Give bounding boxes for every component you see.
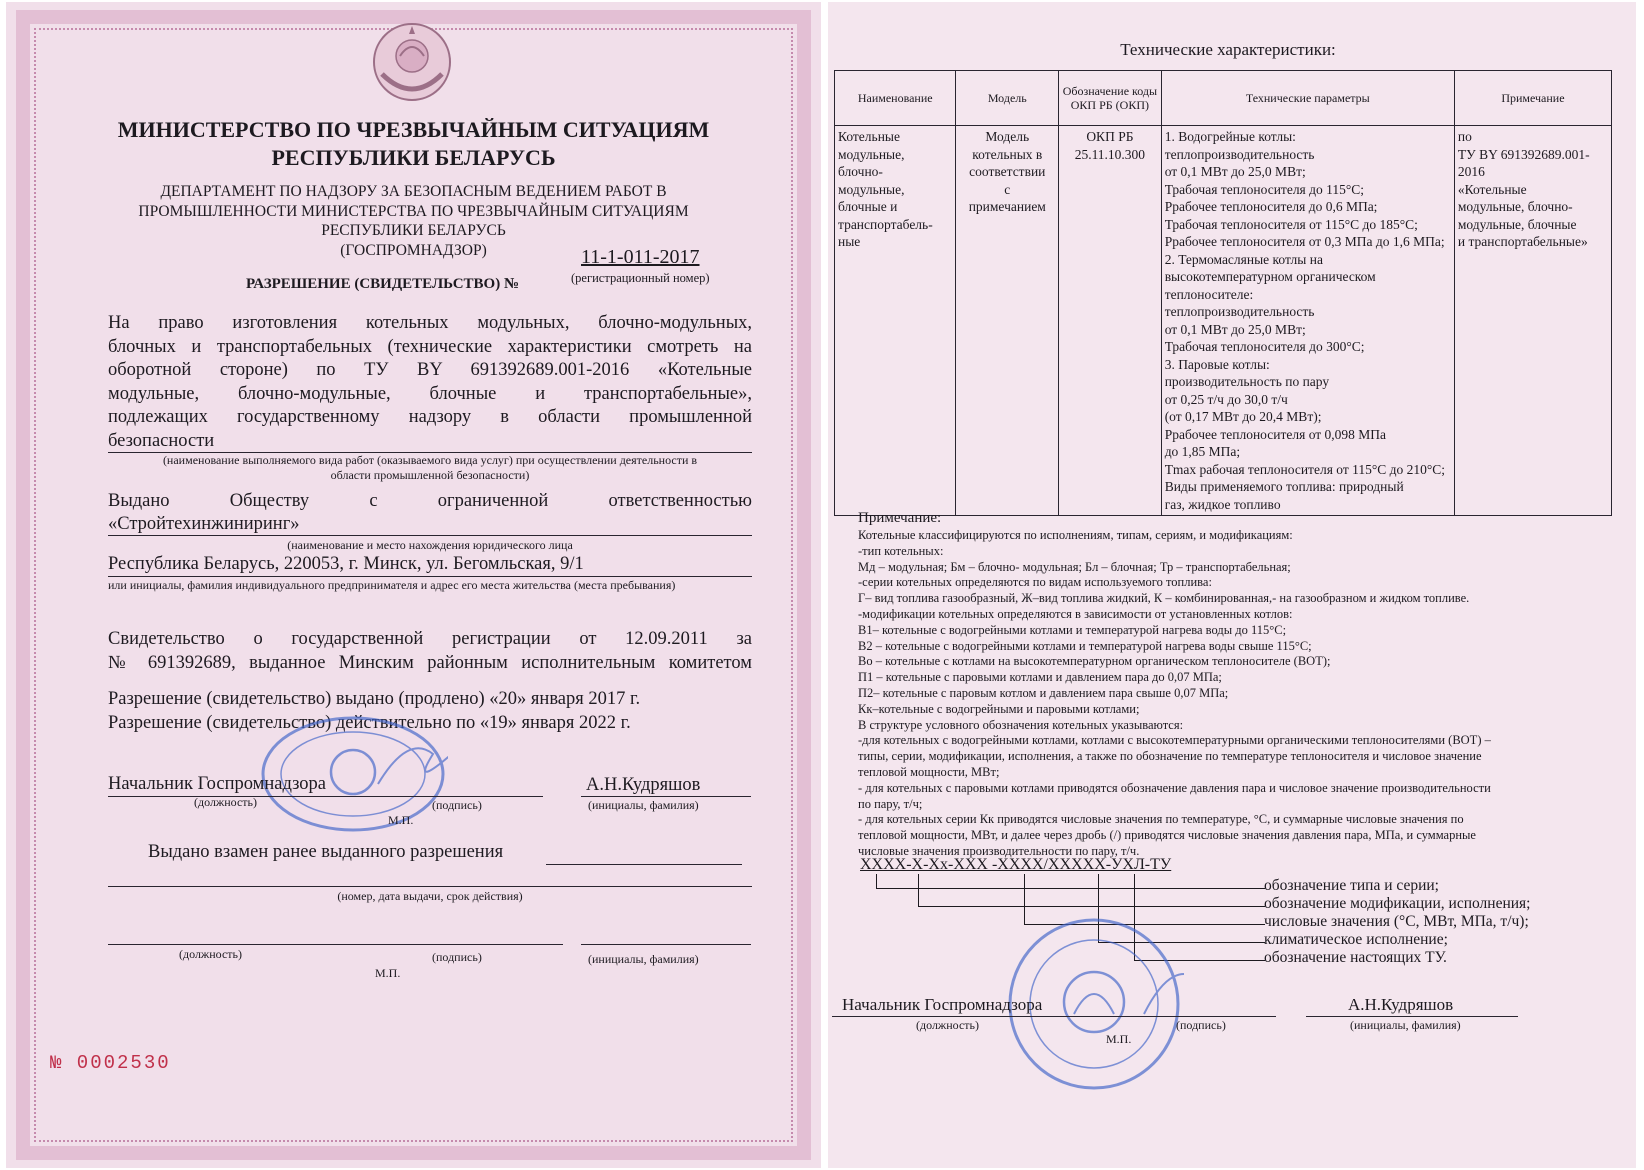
cell-line: ОКП РБ: [1086, 129, 1134, 144]
cell-line: модульные,: [838, 146, 905, 162]
note-line: тепловой мощности, МВт;: [858, 764, 1000, 779]
param-line: высокотемпературном органическом: [1164, 269, 1376, 284]
note-line: В2 – котельные с водогрейными котлами и температурой нагрева воды свыше 115°С;: [858, 638, 1312, 653]
param-line: от 0,1 МВт до 25,0 МВт;: [1164, 164, 1306, 179]
ministry-title-line: РЕСПУБЛИКИ БЕЛАРУСЬ: [271, 145, 556, 170]
param-line: от 0,25 т/ч до 30,0 т/ч: [1164, 391, 1288, 407]
column-header: Наименование: [835, 71, 956, 126]
legend-item: обозначение настоящих ТУ.: [1264, 949, 1447, 966]
param-line: производительность по пару: [1164, 374, 1330, 389]
cell-line: блочно-: [838, 164, 883, 179]
legend-item: климатическое исполнение;: [1264, 931, 1448, 948]
position-caption: (должность): [916, 1018, 979, 1032]
ministry-title-line: МИНИСТЕРСТВО ПО ЧРЕЗВЫЧАЙНЫМ СИТУАЦИЯМ: [117, 117, 710, 142]
param-line: Трабочая теплоносителя до 300°С;: [1164, 339, 1365, 354]
seal-place-label: М.П.: [388, 813, 414, 827]
head-position: Начальник Госпромнадзора: [842, 995, 1043, 1014]
parameters-cell: [1161, 126, 1454, 516]
column-header: Модель: [956, 71, 1059, 126]
note-line: Мд – модульная; Бм – блочно- модульная; Бл – блочная; Тр – транспортабельная;: [858, 559, 1291, 574]
cell-line: блочные и: [838, 199, 898, 214]
scope-line: блочных и транспортабельных (технические характеристики смотреть на: [108, 336, 752, 357]
param-line: 3. Паровые котлы:: [1164, 356, 1270, 372]
position-caption: (должность): [194, 795, 257, 809]
note-cell: [1454, 126, 1611, 516]
state-emblem-icon: [368, 18, 456, 106]
param-line: Ррабочее теплоносителя от 0,3 МПа до 1,6 МПа;: [1164, 234, 1445, 249]
table-header-row: [835, 71, 1612, 126]
department-line: ПРОМЫШЛЕННОСТИ МИНИСТЕРСТВА ПО ЧРЕЗВЫЧАЙНЫМ СИТУАЦИЯМ: [138, 202, 689, 220]
note-line: Г– вид топлива газообразный, Ж–вид топлива жидкий, К – комбинированная,- на газообразном и жидком топливе.: [858, 591, 1470, 606]
valid-until: Разрешение (свидетельство) действительно по «19» января 2022 г.: [108, 713, 631, 733]
entity-caption: (наименование и место нахождения юридического лица: [287, 538, 573, 552]
cell-line: соответствии: [969, 164, 1046, 179]
param-line: до 1,85 МПа;: [1164, 444, 1241, 459]
name-caption: (инициалы, фамилия): [588, 952, 699, 966]
work-caption: [108, 453, 752, 483]
param-line: 1. Водогрейные котлы:: [1164, 129, 1296, 144]
replacement-caption: (номер, дата выдачи, срок действия): [337, 889, 523, 903]
legend-item: числовые значения (°С, МВт, МПа, т/ч);: [1264, 913, 1529, 930]
note-line: В структуре условного обозначения котельных указываются:: [858, 717, 1184, 732]
note-body: [858, 528, 1598, 860]
param-line: Тmax рабочая теплоносителя от 115°С до 210°С;: [1164, 461, 1446, 477]
note-line: Кк–котельные с водогрейными и паровыми котлами;: [858, 701, 1140, 716]
head-position: Начальник Госпромнадзора: [108, 774, 326, 794]
permit-heading: РАЗРЕШЕНИЕ (СВИДЕТЕЛЬСТВО) №: [246, 276, 520, 292]
issued-date: Разрешение (свидетельство) выдано (продлено) «20» января 2017 г.: [108, 689, 641, 709]
column-header: Технические параметры: [1161, 71, 1454, 126]
head-name: А.Н.Кудряшов: [586, 775, 701, 795]
seal-place-label: М.П.: [1106, 1032, 1132, 1046]
cell-line: ные: [838, 234, 861, 249]
cell-line: 2016: [1457, 164, 1485, 179]
technical-table: [834, 70, 1612, 516]
certificate-line: № 691392689, выданное Минским районным исполнительным комитетом: [108, 653, 752, 673]
signature-caption: (подпись): [432, 798, 482, 812]
param-line: теплопроизводительность: [1164, 304, 1315, 319]
cell-line: модульные,: [838, 181, 905, 197]
cell-line: модульные, блочные: [1457, 216, 1577, 232]
designation-pattern: ХХХХ-Х-Хх-ХХХ -ХХХХ/ХХХХХ-УХЛ-ТУ: [860, 856, 1172, 873]
cell-line: и транспортабельные»: [1457, 234, 1588, 249]
permit-scope: [108, 312, 752, 453]
replacement-label: Выдано взамен ранее выданного разрешения: [148, 842, 504, 862]
signature-caption: (подпись): [432, 950, 482, 964]
seal-place-label: М.П.: [375, 966, 401, 980]
note-line: В1– котельные с водогрейными котлами и температурой нагрева воды до 115°С;: [858, 622, 1287, 637]
company-address: Республика Беларусь, 220053, г. Минск, ул. Бегомльская, 9/1: [108, 554, 584, 574]
cell-line: Модель: [985, 129, 1030, 144]
column-header: Примечание: [1454, 71, 1611, 126]
note-line: числовые значения производительности по пару, т/ч.: [858, 843, 1140, 858]
department-line: (ГОСПРОМНАДЗОР): [340, 241, 487, 259]
code-cell: [1059, 126, 1162, 516]
note-line: -тип котельных:: [858, 543, 944, 558]
note-line: - для котельных с паровыми котлами приводятся обозначение давления пара и числовое значение производительности: [858, 780, 1491, 795]
note-line: П1 – котельные с паровыми котлами и давлением пара до 0,07 МПа;: [858, 670, 1222, 685]
scope-line: модульные, блочно-модульные, блочные и транспортабельные»,: [108, 383, 752, 404]
scope-line: На право изготовления котельных модульных, блочно-модульных,: [108, 313, 752, 333]
cell-line: Котельные: [838, 129, 900, 144]
scope-line: безопасности: [108, 430, 215, 451]
legend-item: обозначение типа и серии;: [1264, 877, 1439, 894]
legend-item: обозначение модификации, исполнения;: [1264, 895, 1531, 912]
name-cell: [835, 126, 956, 516]
param-line: теплоносителе:: [1164, 286, 1254, 302]
registration-certificate: [108, 627, 752, 675]
model-cell: [956, 126, 1059, 516]
issued-to-line: Выдано Обществу с ограниченной ответственностью: [108, 491, 752, 511]
signature-caption: (подпись): [1176, 1018, 1226, 1032]
cell-line: «Котельные: [1457, 181, 1527, 197]
work-caption-line: (наименование выполняемого вида работ (оказываемого вида услуг) при осуществлении деятельности в: [162, 453, 698, 467]
cell-line: по: [1457, 129, 1472, 144]
serial-number: № 0002530: [50, 1052, 171, 1074]
certificate-line: Свидетельство о государственной регистрации от 12.09.2011 за: [108, 629, 752, 649]
table-row: [835, 126, 1612, 516]
registration-number: 11-1-011-2017: [581, 246, 700, 268]
technical-title: Технические характеристики:: [1120, 40, 1336, 59]
ministry-title: [46, 116, 781, 172]
note-line: по пару, т/ч;: [858, 796, 923, 811]
param-line: Трабочая теплоносителя от 115°С до 185°С;: [1164, 216, 1418, 232]
cell-line: примечанием: [968, 199, 1046, 214]
param-line: теплопроизводительность: [1164, 146, 1315, 162]
note-line: Котельные классифицируются по исполнениям, типам, сериям, и модификациям:: [858, 528, 1293, 542]
note-line: -для котельных с водогрейными котлами, котлами с высокотемпературными органическими теплоносителями (ВОТ) –: [858, 733, 1491, 748]
param-line: газ, жидкое топливо: [1164, 496, 1281, 512]
param-line: Ррабочее теплоносителя до 0,6 МПа;: [1164, 199, 1378, 214]
cell-line: ТУ BY 691392689.001-: [1457, 146, 1590, 162]
work-caption-line: области промышленной безопасности): [330, 468, 530, 482]
address-caption: или инициалы, фамилия индивидуального предпринимателя и адрес его места жительства (места пребывания): [108, 578, 676, 592]
registration-number-caption: (регистрационный номер): [571, 271, 710, 285]
cell-line: транспортабель-: [838, 216, 933, 232]
param-line: (от 0,17 МВт до 20,4 МВт);: [1164, 409, 1322, 424]
scope-line: оборотной стороне) по ТУ BY 691392689.001-2016 «Котельные: [108, 360, 752, 380]
note-line: тепловой мощности, МВт, и далее через дробь (/) приводятся числовые значения давления пара, МПа, и суммарные: [858, 828, 1476, 843]
department-line: ДЕПАРТАМЕНТ ПО НАДЗОРУ ЗА БЕЗОПАСНЫМ ВЕДЕНИЕМ РАБОТ В: [160, 183, 667, 200]
cell-line: котельных в: [972, 146, 1043, 162]
note-title: Примечание:: [858, 510, 942, 526]
permit-front-page: [6, 2, 821, 1168]
cell-line: 25.11.10.300: [1074, 146, 1146, 162]
param-line: 2. Термомасляные котлы на: [1164, 251, 1323, 267]
department-line: РЕСПУБЛИКИ БЕЛАРУСЬ: [321, 222, 506, 239]
note-line: -модификации котельных определяются в зависимости от установленных котлов:: [858, 606, 1293, 621]
column-header: Обозначение коды ОКП РБ (ОКП): [1059, 71, 1162, 126]
param-line: Ррабочее теплоносителя от 0,098 МПа: [1164, 426, 1387, 442]
note-line: -серии котельных определяются по видам используемого топлива:: [858, 575, 1212, 590]
name-caption: (инициалы, фамилия): [1350, 1018, 1461, 1032]
name-caption: (инициалы, фамилия): [588, 798, 699, 812]
issued-to: [108, 490, 752, 536]
param-line: от 0,1 МВт до 25,0 МВт;: [1164, 321, 1306, 337]
param-line: Виды применяемого топлива: природный: [1164, 479, 1404, 494]
cell-line: с: [1004, 181, 1011, 197]
position-caption: (должность): [179, 947, 242, 961]
scope-line: подлежащих государственному надзору в области промышленной: [108, 407, 752, 427]
param-line: Трабочая теплоносителя до 115°С;: [1164, 181, 1365, 197]
note-line: типы, серии, модификации, исполнения, а также по обозначение по температуре теплоносителя и числовое значение: [858, 749, 1482, 764]
note-line: П2– котельные с паровым котлом и давлением пара свыше 0,07 МПа;: [858, 685, 1229, 700]
head-name: А.Н.Кудряшов: [1348, 995, 1454, 1014]
permit-back-page: [828, 2, 1636, 1168]
note-line: Во – котельные с котлами на высокотемпературном органическом теплоносителе (ВОТ);: [858, 654, 1331, 669]
issued-to-line: «Стройтехинжиниринг»: [108, 514, 300, 534]
note-line: - для котельных серии Кк приводятся числовые значения по температуре, °С, и суммарные числовые значения по: [858, 812, 1464, 827]
cell-line: модульные, блочно-: [1457, 199, 1573, 214]
